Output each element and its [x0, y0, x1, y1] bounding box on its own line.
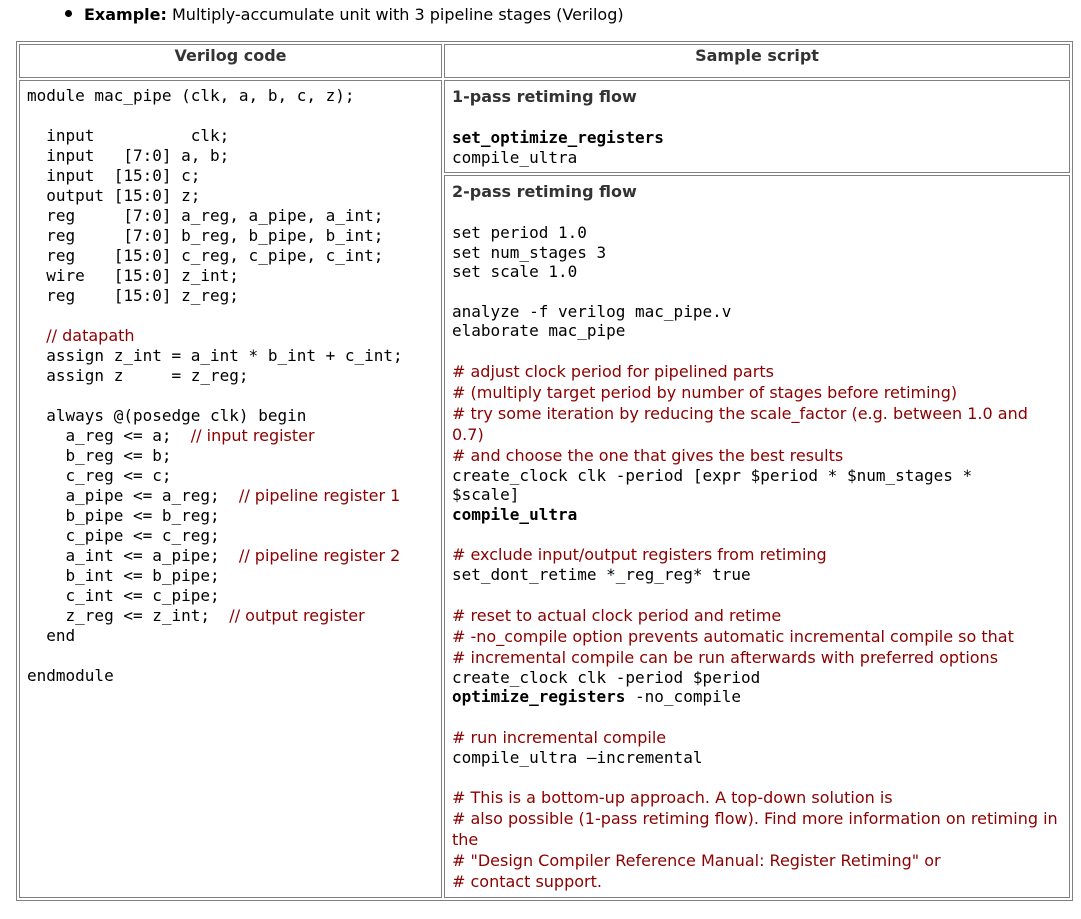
script-command — [452, 748, 1062, 768]
verilog-code-text: reg [15:0] z_reg; — [27, 286, 239, 305]
script-command-text: set num_stages 3 — [452, 242, 607, 262]
verilog-line — [27, 406, 434, 426]
verilog-line — [27, 486, 434, 506]
script-command-text: create_clock clk -period [expr $period * $num_stages * — [452, 465, 973, 485]
script-command — [452, 687, 1062, 707]
verilog-code-text: reg [15:0] c_reg, c_pipe, c_int; — [27, 246, 384, 265]
verilog-code-text: output [15:0] z; — [27, 186, 201, 205]
verilog-line — [27, 106, 434, 126]
script-comment: # adjust clock period for pipelined parts — [452, 361, 774, 381]
verilog-line — [27, 586, 434, 606]
verilog-line — [27, 386, 434, 406]
verilog-code-text: a_reg <= a; — [27, 426, 191, 445]
script-command — [452, 565, 1062, 585]
verilog-comment: // pipeline register 2 — [238, 546, 401, 565]
script-2pass-block — [446, 177, 1068, 896]
script-comment: # "Design Compiler Reference Manual: Register Retiming" or — [452, 851, 941, 870]
script-command-text: set scale 1.0 — [452, 262, 578, 281]
verilog-code-text: input [7:0] a, b; — [27, 146, 230, 165]
script-bold-command: set_optimize_registers — [452, 128, 664, 147]
verilog-code-text — [27, 326, 46, 345]
verilog-code-text: reg [7:0] b_reg, b_pipe, b_int; — [27, 226, 384, 245]
header-verilog-code: Verilog code — [19, 44, 442, 78]
script-command — [452, 128, 1062, 148]
verilog-code-text: module mac_pipe (clk, a, b, c, z); — [27, 86, 355, 105]
script-command-text: set_dont_retime *_reg_reg* true — [452, 565, 751, 584]
verilog-code-text: reg [7:0] a_reg, a_pipe, a_int; — [27, 206, 384, 225]
script-comment: # also possible (1-pass retiming flow). Find more information on retiming in the — [452, 809, 1058, 849]
script-command-text: elaborate mac_pipe — [452, 321, 626, 340]
script-command — [452, 262, 1062, 282]
script-comment: # run incremental compile — [452, 727, 667, 747]
script-comment: # contact support. — [452, 872, 602, 891]
example-table — [16, 41, 1073, 901]
verilog-code-text: a_pipe <= a_reg; — [27, 486, 239, 505]
verilog-code-text: b_int <= b_pipe; — [27, 566, 220, 585]
script-comment: # exclude input/output registers from retiming — [452, 545, 827, 564]
verilog-line — [27, 186, 434, 206]
script-comment: # reset to actual clock period and retime — [452, 605, 782, 625]
verilog-line — [27, 146, 434, 166]
verilog-code-text: wire [15:0] z_int; — [27, 266, 239, 285]
script-2pass-cell — [444, 175, 1070, 898]
verilog-line — [27, 206, 434, 226]
script-command — [452, 505, 1062, 525]
script-command — [452, 223, 1062, 243]
verilog-code-text: input clk; — [27, 126, 230, 145]
script-command-text: compile_ultra –incremental — [452, 747, 703, 767]
verilog-line — [27, 126, 434, 146]
verilog-line — [27, 86, 434, 106]
verilog-code-text: c_pipe <= c_reg; — [27, 526, 220, 545]
script-comment: # and choose the one that gives the best results — [452, 445, 844, 465]
script-comment: # try some iteration by reducing the scale_factor (e.g. between 1.0 and 0.7) — [452, 403, 1028, 444]
verilog-comment: // pipeline register 1 — [238, 486, 401, 505]
script-command-text: $scale] — [452, 485, 520, 504]
example-label: Example: — [84, 5, 167, 24]
verilog-line — [27, 306, 434, 326]
script-command — [452, 485, 1062, 505]
verilog-code-text: z_reg <= z_int; — [27, 606, 230, 625]
verilog-line — [27, 246, 434, 266]
verilog-line — [27, 546, 434, 566]
script-gap — [452, 108, 1062, 128]
script-command — [452, 243, 1062, 263]
verilog-code-cell — [19, 80, 442, 898]
header-sample-script: Sample script — [444, 44, 1070, 78]
verilog-line — [27, 466, 434, 486]
script-gap — [452, 585, 1062, 605]
script-command-text: analyze -f verilog mac_pipe.v — [452, 301, 732, 321]
script-command — [452, 668, 1062, 688]
verilog-line — [27, 606, 434, 626]
verilog-code-text: endmodule — [27, 666, 114, 685]
verilog-line — [27, 266, 434, 286]
script-comment: # -no_compile option prevents automatic incremental compile so that — [452, 626, 1014, 646]
script-gap — [452, 524, 1062, 544]
verilog-line — [27, 566, 434, 586]
script-command-text: create_clock clk -period $period — [452, 667, 761, 687]
verilog-line — [27, 646, 434, 666]
bullet-dot-icon — [65, 10, 72, 17]
verilog-code-text: input [15:0] c; — [27, 166, 201, 185]
script-command — [452, 321, 1062, 341]
verilog-line — [27, 626, 434, 646]
verilog-code-text: a_int <= a_pipe; — [27, 546, 239, 565]
verilog-line — [27, 326, 434, 346]
script-1pass-title: 1-pass retiming flow — [452, 87, 637, 106]
example-text: Multiply-accumulate unit with 3 pipeline stages (Verilog) — [166, 5, 624, 24]
script-gap — [452, 341, 1062, 361]
script-gap — [452, 767, 1062, 787]
verilog-code-text: assign z_int = a_int * b_int + c_int; — [27, 346, 403, 365]
script-command-text: compile_ultra — [452, 147, 578, 167]
script-gap — [452, 707, 1062, 727]
verilog-comment: // input register — [190, 426, 315, 445]
verilog-code-text: end — [27, 626, 76, 645]
verilog-line — [27, 226, 434, 246]
script-command-text: set period 1.0 — [452, 223, 587, 242]
script-comment: # (multiply target period by number of stages before retiming) — [452, 382, 958, 402]
script-bold-command: compile_ultra — [452, 504, 578, 524]
verilog-line — [27, 446, 434, 466]
verilog-line — [27, 166, 434, 186]
verilog-code-text: c_int <= c_pipe; — [27, 586, 220, 605]
verilog-line — [27, 346, 434, 366]
script-command — [452, 148, 1062, 168]
verilog-code-text: b_reg <= b; — [27, 446, 172, 465]
script-1pass-cell — [444, 80, 1070, 173]
verilog-line — [27, 506, 434, 526]
verilog-code-text: b_pipe <= b_reg; — [27, 506, 220, 525]
script-command-text: -no_compile — [625, 687, 741, 706]
verilog-line — [27, 526, 434, 546]
verilog-code-block — [21, 82, 440, 690]
verilog-line — [27, 426, 434, 446]
script-command — [452, 302, 1062, 322]
verilog-line — [27, 366, 434, 386]
verilog-comment: // output register — [229, 606, 365, 625]
script-gap — [452, 282, 1062, 302]
script-gap — [452, 203, 1062, 223]
verilog-code-text: c_reg <= c; — [27, 466, 172, 485]
script-command — [452, 466, 1062, 486]
script-2pass-title: 2-pass retiming flow — [452, 182, 637, 201]
example-bullet — [65, 4, 624, 26]
verilog-code-text: assign z = z_reg; — [27, 366, 249, 385]
verilog-comment: // datapath — [46, 326, 135, 345]
script-bold-command: optimize_registers — [452, 687, 626, 706]
script-comment: # This is a bottom-up approach. A top-down solution is — [452, 788, 893, 807]
verilog-code-text: always @(posedge clk) begin — [27, 406, 307, 425]
verilog-line — [27, 666, 434, 686]
verilog-line — [27, 286, 434, 306]
script-1pass-block — [446, 82, 1068, 171]
script-comment: # incremental compile can be run afterwards with preferred options — [452, 647, 999, 667]
